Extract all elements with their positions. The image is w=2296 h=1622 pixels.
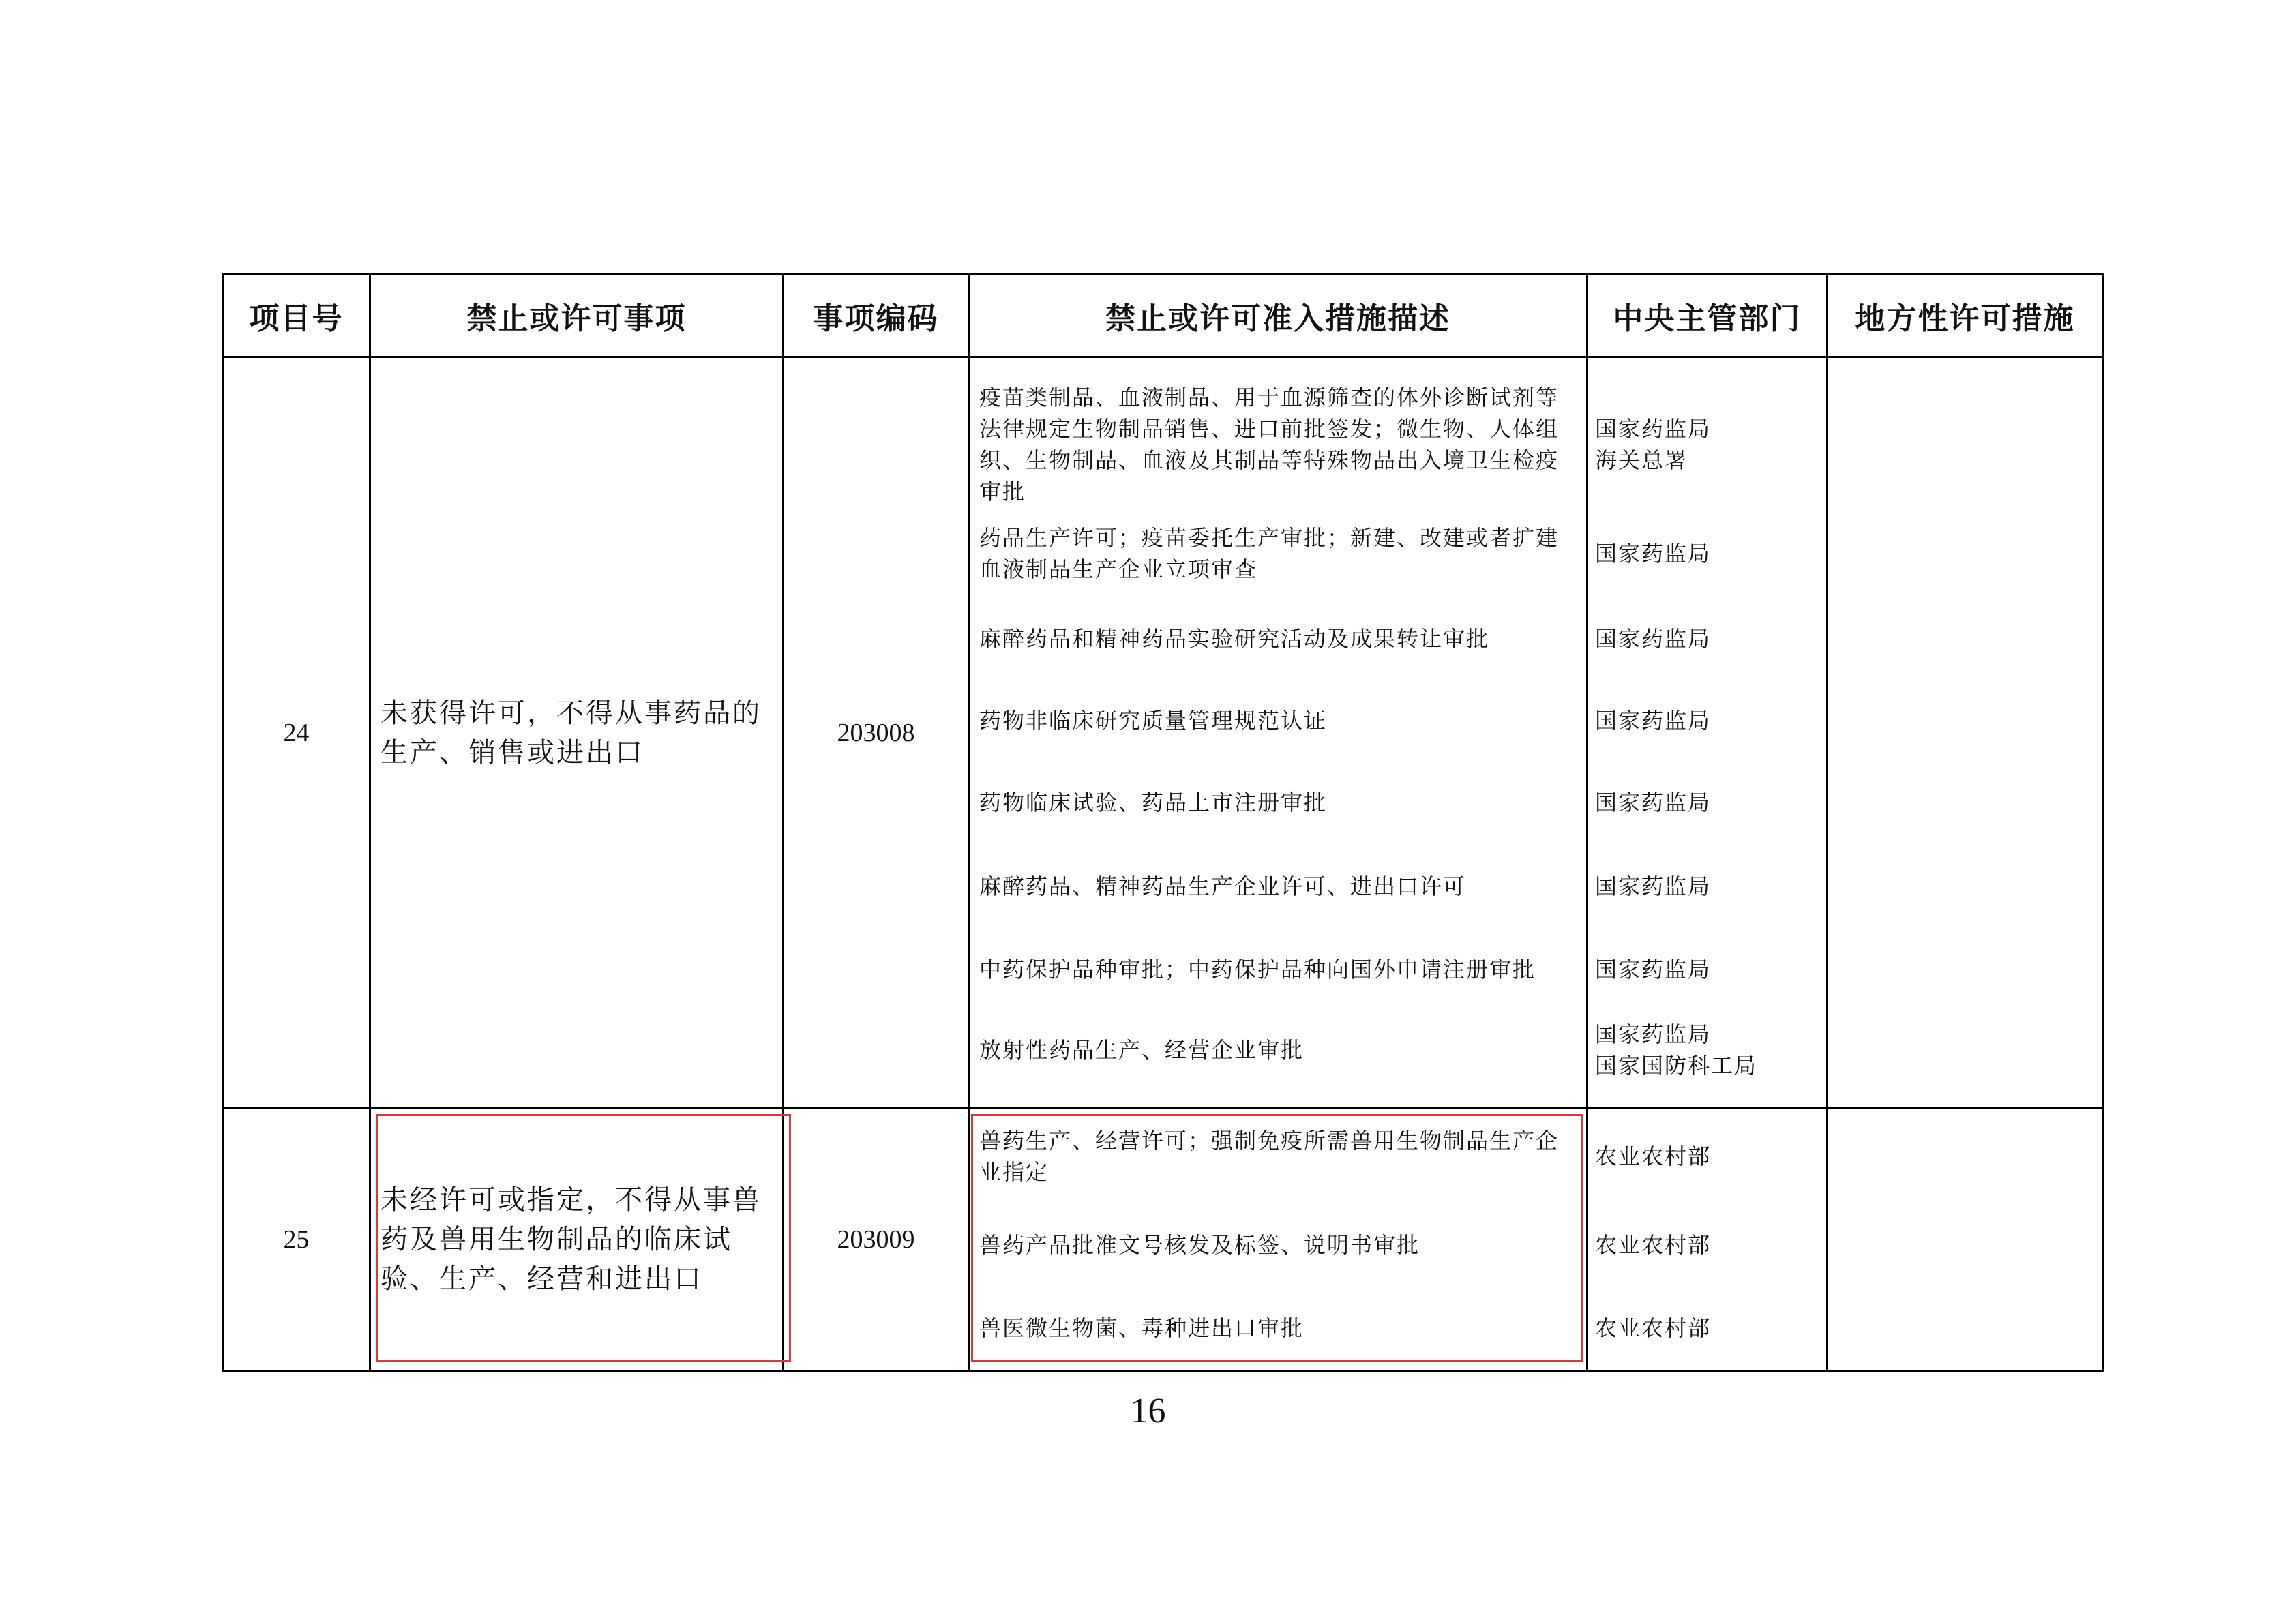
header-measure-description: 禁止或许可准入措施描述 — [969, 274, 1587, 357]
measure-department — [1588, 511, 1826, 597]
measure-list — [969, 1109, 1587, 1371]
measure-department — [1588, 682, 1826, 760]
local-measures-cell — [1828, 357, 2103, 1109]
measure-desc: 药物非临床研究质量管理规范认证 — [979, 708, 1328, 734]
measure-department — [1588, 760, 1826, 845]
header-local-measures: 地方性许可措施 — [1828, 274, 2103, 357]
measure-desc: 药品生产许可；疫苗委托生产审批；新建、改建或者扩建血液制品生产企业立项审查 — [979, 525, 1560, 582]
measure-department — [1588, 1012, 1826, 1087]
local-measures-cell — [1828, 1109, 2103, 1371]
department-name: 国家药监局 — [1595, 790, 1712, 815]
header-central-department: 中央主管部门 — [1587, 274, 1828, 357]
department-name: 国家药监局 — [1595, 416, 1712, 442]
department-name: 国家药监局 — [1595, 1021, 1712, 1047]
measure-department — [1588, 1110, 1826, 1202]
item-number: 25 — [223, 1109, 370, 1371]
measure-desc: 中药保护品种审批；中药保护品种向国外申请注册审批 — [979, 957, 1536, 982]
header-item: 禁止或许可事项 — [370, 274, 784, 357]
department-name: 海关总署 — [1595, 447, 1688, 473]
header-item-code: 事项编码 — [784, 274, 969, 357]
measure-desc: 兽药产品批准文号核发及标签、说明书审批 — [979, 1231, 1420, 1258]
department-name: 农业农村部 — [1595, 1231, 1712, 1258]
measure-desc: 放射性药品生产、经营企业审批 — [979, 1036, 1304, 1063]
table-row-25 — [223, 1109, 2103, 1371]
item-description: 未获得许可，不得从事药品的生产、销售或进出口 — [370, 357, 784, 1109]
measure-desc: 疫苗类制品、血液制品、用于血源筛查的体外诊断试剂等法律规定生物制品销售、进口前批签发；微生物、人体组织、生物制品、血液及其制品等特殊物品出入境卫生检疫审批 — [979, 385, 1560, 505]
measure-department — [1588, 1202, 1826, 1287]
measure-desc: 麻醉药品和精神药品实验研究活动及成果转让审批 — [979, 626, 1490, 652]
measure-desc: 兽药生产、经营许可；强制免疫所需兽用生物制品生产企业指定 — [979, 1127, 1560, 1185]
department-name: 农业农村部 — [1595, 1143, 1712, 1169]
department-name: 国家药监局 — [1595, 873, 1712, 899]
measure-department — [1588, 597, 1826, 682]
measure-desc: 药物临床试验、药品上市注册审批 — [979, 790, 1328, 815]
item-code: 203008 — [784, 357, 969, 1109]
measure-list — [969, 357, 1587, 1109]
measure-department — [1588, 927, 1826, 1012]
header-item-number: 项目号 — [223, 274, 370, 357]
department-name: 国家国防科工局 — [1595, 1052, 1758, 1079]
page-number: 16 — [1130, 1392, 1166, 1430]
measure-department — [1588, 378, 1826, 511]
department-name: 国家药监局 — [1595, 626, 1712, 652]
item-number: 24 — [223, 357, 370, 1109]
item-code: 203009 — [784, 1109, 969, 1371]
regulation-table — [222, 273, 2104, 1372]
measure-desc: 麻醉药品、精神药品生产企业许可、进出口许可 — [979, 873, 1467, 899]
department-list — [1587, 357, 1828, 1109]
department-name: 国家药监局 — [1595, 957, 1712, 982]
item-description: 未经许可或指定，不得从事兽药及兽用生物制品的临床试验、生产、经营和进出口 — [370, 1109, 784, 1371]
measure-department — [1588, 1287, 1826, 1369]
measure-department — [1588, 845, 1826, 927]
table-row-24 — [223, 357, 2103, 1109]
table-header-row — [223, 274, 2103, 357]
department-name: 国家药监局 — [1595, 541, 1712, 567]
measure-desc: 兽医微生物菌、毒种进出口审批 — [979, 1315, 1304, 1341]
department-list — [1587, 1109, 1828, 1371]
department-name: 国家药监局 — [1595, 708, 1712, 734]
department-name: 农业农村部 — [1595, 1315, 1712, 1341]
